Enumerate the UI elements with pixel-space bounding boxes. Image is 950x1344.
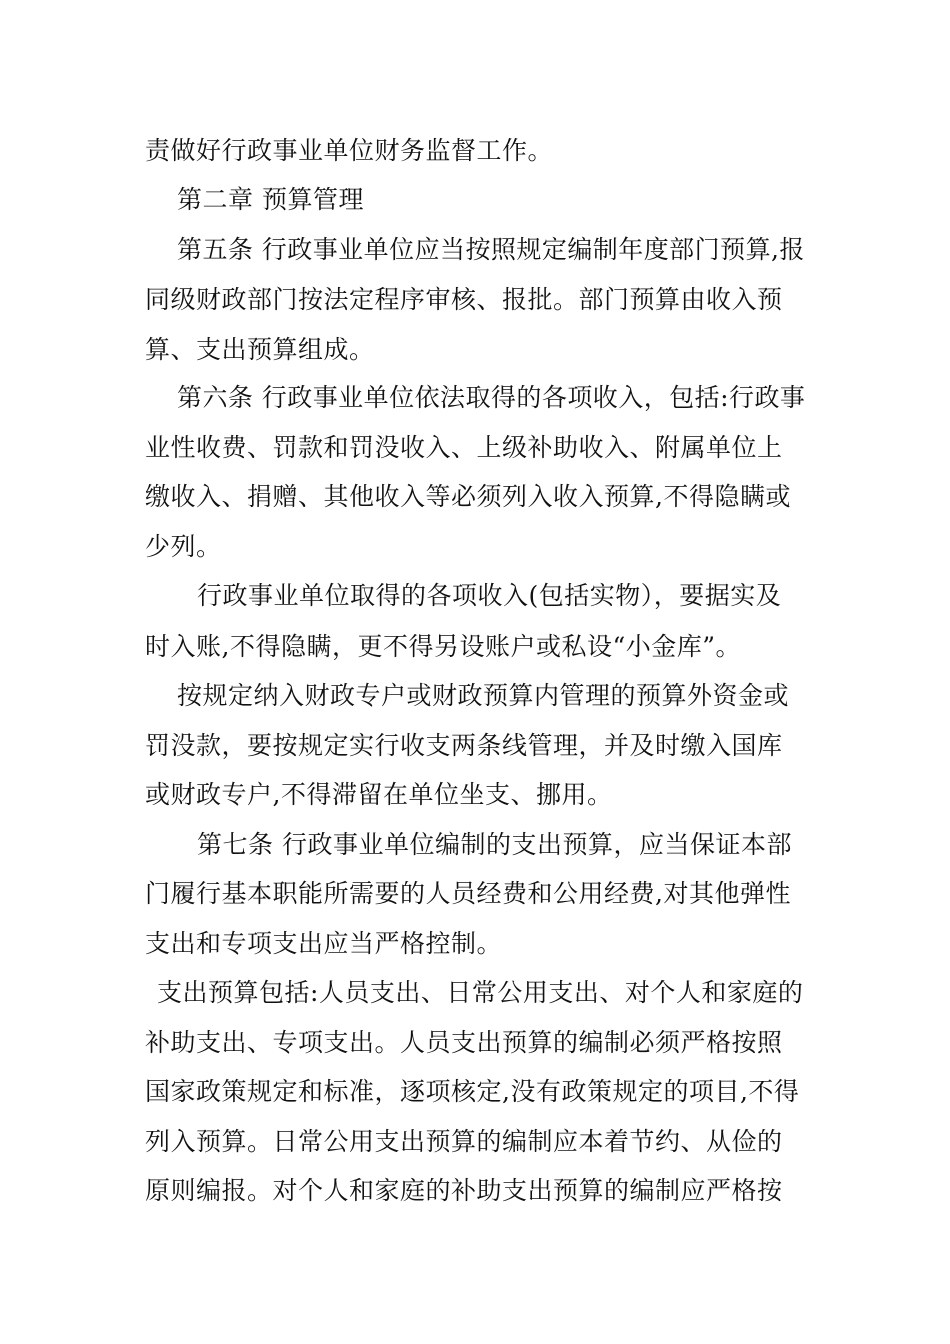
text-line: 列入预算。日常公用支出预算的编制应本着节约、从俭的: [145, 1127, 783, 1156]
text-line: 门履行基本职能所需要的人员经费和公用经费,对其他弹性: [145, 879, 791, 908]
text-line: 国家政策规定和标准，逐项核定,没有政策规定的项目,不得: [145, 1077, 800, 1106]
article-7-line: 第七条 行政事业单位编制的支出预算，应当保证本部: [197, 830, 792, 859]
paragraph-line: 行政事业单位取得的各项收入(包括实物），要据实及: [197, 581, 782, 610]
paragraph-line: 支出预算包括:人员支出、日常公用支出、对个人和家庭的: [157, 978, 804, 1007]
chapter-heading: 第二章 预算管理: [177, 185, 364, 214]
text-line: 支出和专项支出应当严格控制。: [145, 929, 503, 958]
text-line: 缴收入、捐赠、其他收入等必须列入收入预算,不得隐瞒或: [145, 482, 791, 511]
text-line: 时入账,不得隐瞒，更不得另设账户或私设“小金库”。: [145, 632, 742, 661]
text-line: 少列。: [145, 532, 222, 561]
text-line: 补助支出、专项支出。人员支出预算的编制必须严格按照: [145, 1028, 783, 1057]
text-line: 算、支出预算组成。: [145, 335, 375, 364]
text-line: 责做好行政事业单位财务监督工作。: [145, 136, 554, 165]
text-line: 同级财政部门按法定程序审核、报批。部门预算由收入预: [145, 285, 783, 314]
article-5-line: 第五条 行政事业单位应当按照规定编制年度部门预算,报: [177, 235, 805, 264]
text-line: 罚没款，要按规定实行收支两条线管理，并及时缴入国库: [145, 731, 783, 760]
text-line: 或财政专户,不得滞留在单位坐支、挪用。: [145, 780, 613, 809]
article-6-line: 第六条 行政事业单位依法取得的各项收入，包括:行政事: [177, 383, 806, 412]
text-line: 原则编报。对个人和家庭的补助支出预算的编制应严格按: [145, 1176, 783, 1205]
paragraph-line: 按规定纳入财政专户或财政预算内管理的预算外资金或: [177, 681, 790, 710]
text-line: 业性收费、罚款和罚没收入、上级补助收入、附属单位上: [145, 433, 783, 462]
